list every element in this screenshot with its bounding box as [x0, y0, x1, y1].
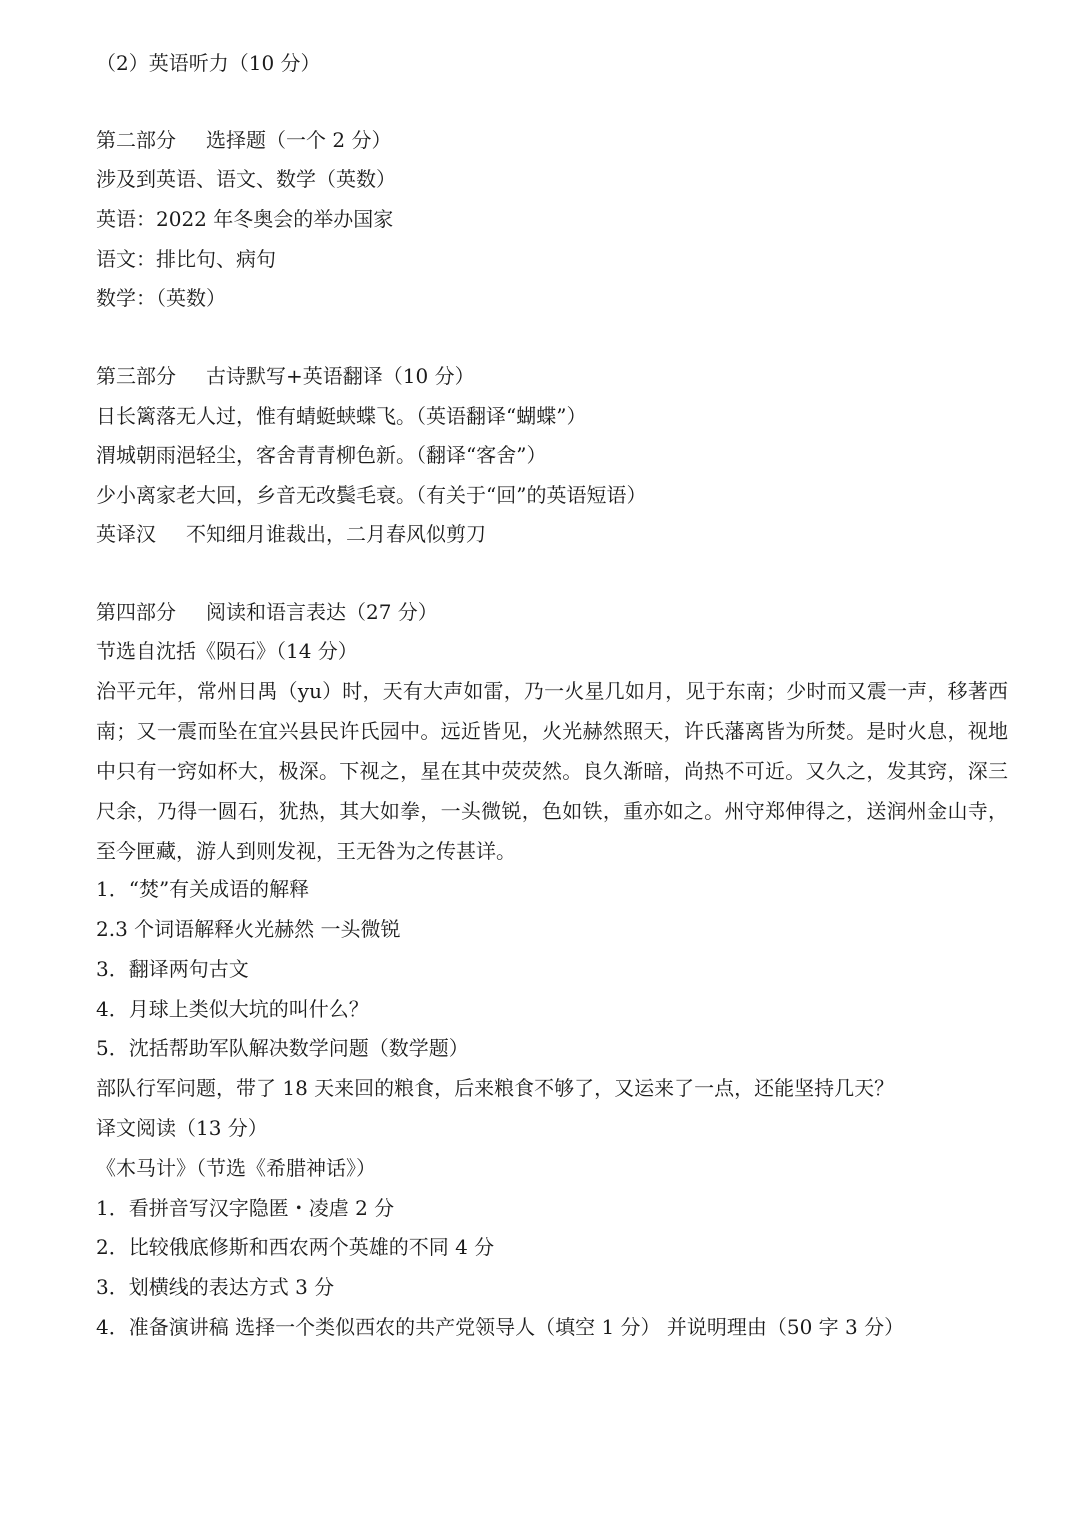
reading-question: 4．准备演讲稿 选择一个类似西农的共产党领导人（填空 1 分） 并说明理由（50 字 3 分）: [96, 1315, 905, 1339]
part3-heading-row: [96, 363, 475, 389]
part2-line: 数学：（英数）: [96, 286, 226, 310]
excerpt-title: 节选自沈括《陨石》（14 分）: [96, 639, 358, 663]
poem-line: 日长篱落无人过，惟有蜻蜓蛱蝶飞。（英语翻译“蝴蝶”）: [96, 404, 587, 428]
reading-question: 2．比较俄底修斯和西农两个英雄的不同 4 分: [96, 1235, 495, 1259]
part2-line: 语文：排比句、病句: [96, 247, 276, 271]
question-item: 2.3 个词语解释火光赫然 一头微锐: [96, 917, 401, 941]
poem-line: 少小离家老大回，乡音无改鬓毛衰。（有关于“回”的英语短语）: [96, 483, 647, 507]
part2-heading: 第二部分: [96, 128, 176, 152]
part4-heading-row: [96, 599, 438, 625]
part4-subtitle: 阅读和语言表达（27 分）: [206, 600, 438, 624]
question-item: 5．沈括帮助军队解决数学问题（数学题）: [96, 1036, 469, 1060]
part2-line: 英语：2022 年冬奥会的举办国家: [96, 207, 394, 231]
translate-label: 英译汉: [96, 522, 156, 546]
part3-heading: 第三部分: [96, 364, 176, 388]
reading-title: 译文阅读（13 分）: [96, 1116, 268, 1140]
part2-line: 涉及到英语、语文、数学（英数）: [96, 167, 396, 191]
question-item: 4．月球上类似大坑的叫什么？: [96, 997, 369, 1021]
poem-line: 渭城朝雨浥轻尘，客舍青青柳色新。（翻译“客舍”）: [96, 443, 547, 467]
translate-row: [96, 521, 486, 547]
part4-heading: 第四部分: [96, 600, 176, 624]
listening-line: （2）英语听力（10 分）: [96, 51, 321, 75]
classical-passage: 治平元年，常州日禺（yu）时，天有大声如雷，乃一火星几如月，见于东南；少时而又震一声，移著西南；又一震而坠在宜兴县民许氏园中。远近皆见，火光赫然照天，许氏藩离皆为所焚。是时火息，视地中只有一窍如杯大，极深。下视之，星在其中荧荧然。良久渐暗，尚热不可近。又久之，发其窍，深三尺余，乃得一圆石，犹热，其大如拳，一头微锐，色如铁，重亦如之。州守郑伸得之，送润州金山寺，至今匣藏，游人到则发视，王无咎为之传甚详。: [96, 679, 1008, 863]
reading-question: 3．划横线的表达方式 3 分: [96, 1275, 335, 1299]
question-item: 1．“焚”有关成语的解释: [96, 877, 310, 901]
part3-subtitle: 古诗默写+英语翻译（10 分）: [206, 364, 475, 388]
reading-source: 《木马计》（节选《希腊神话》）: [96, 1156, 376, 1180]
part2-heading-row: [96, 127, 391, 153]
reading-question: 1．看拼音写汉字隐匿・凌虐 2 分: [96, 1196, 395, 1220]
part2-subtitle: 选择题（一个 2 分）: [206, 128, 392, 152]
question-item: 3．翻译两句古文: [96, 957, 249, 981]
translate-text: 不知细月谁裁出，二月春风似剪刀: [186, 522, 486, 546]
question-detail: 部队行军问题，带了 18 天来回的粮食，后来粮食不够了，又运来了一点，还能坚持几天？: [96, 1076, 895, 1100]
